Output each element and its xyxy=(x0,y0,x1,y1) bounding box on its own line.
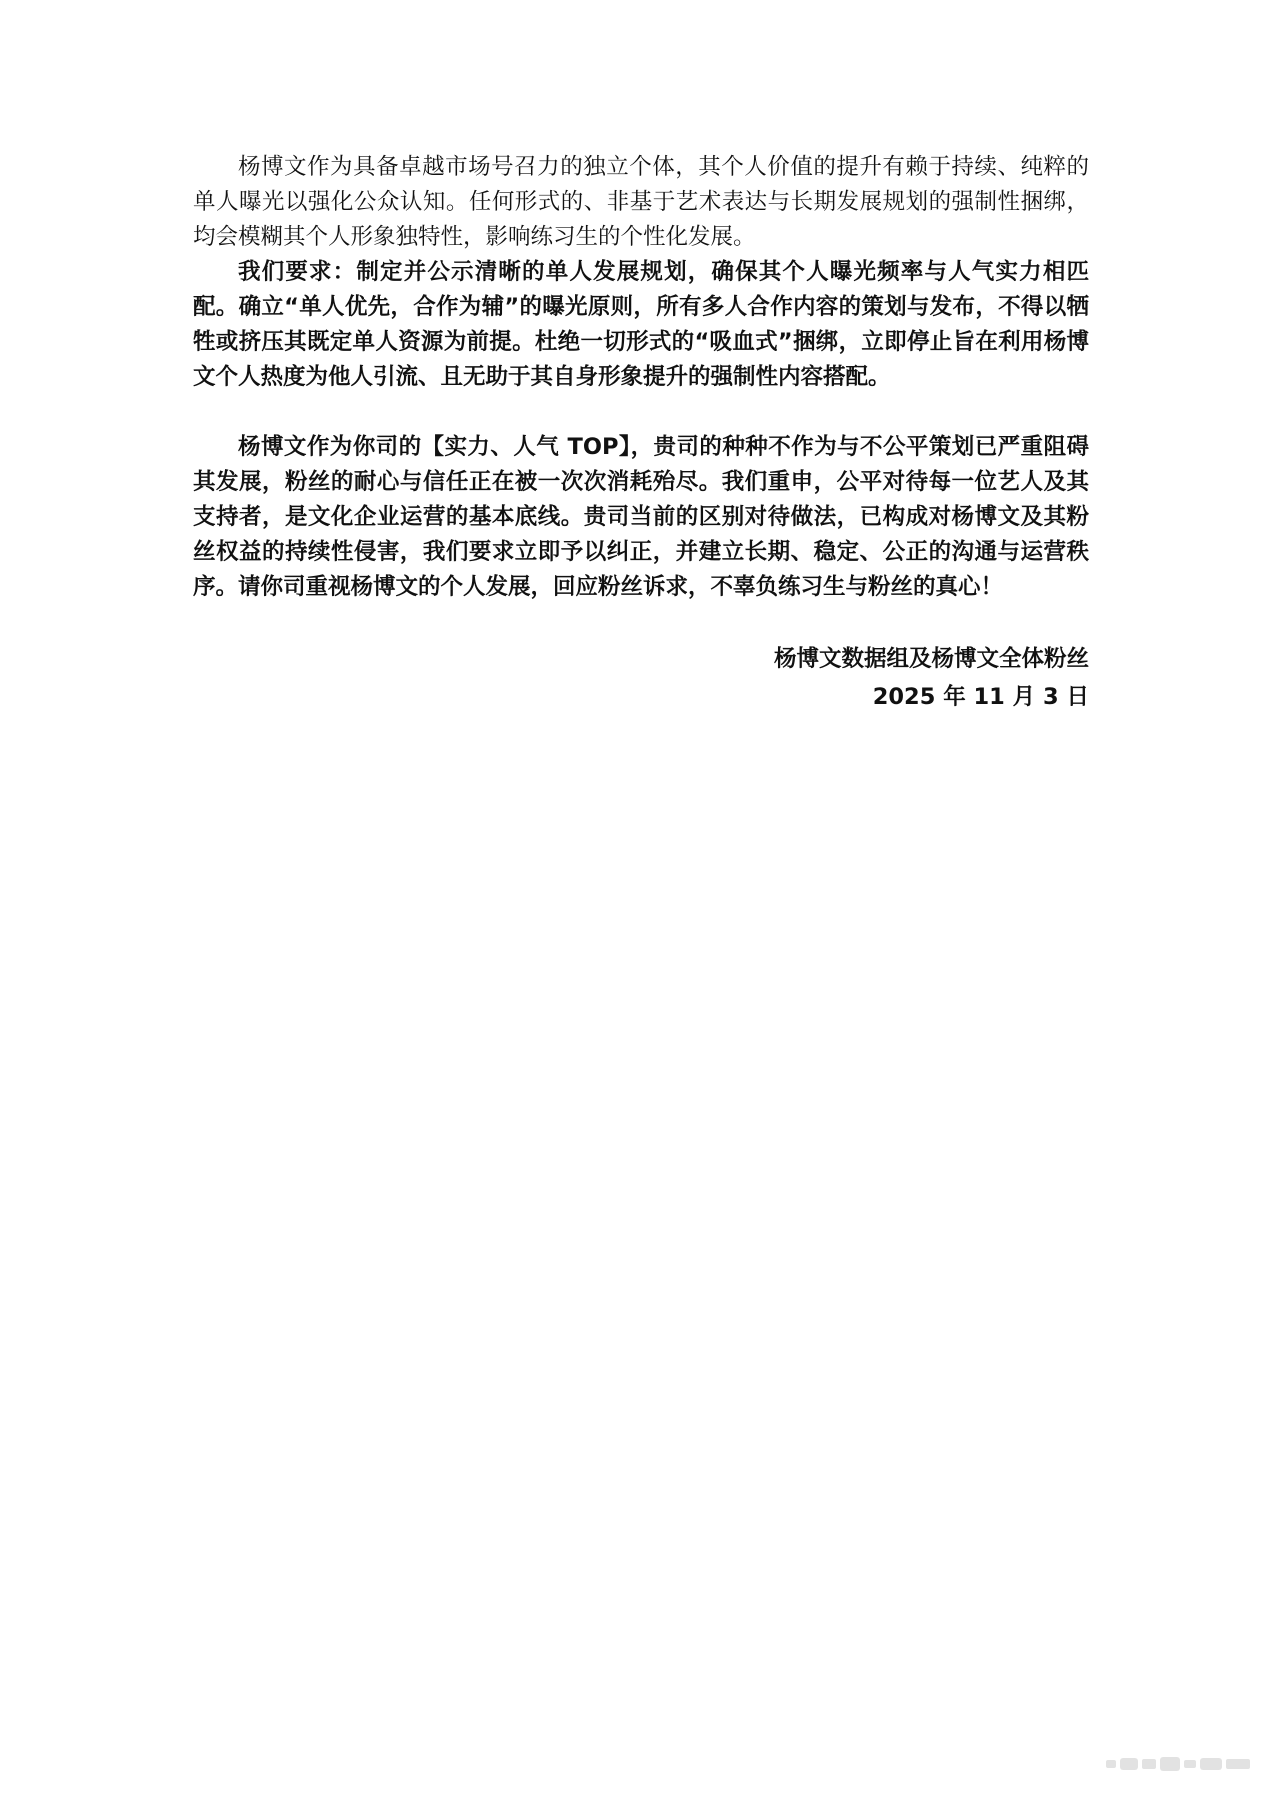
paragraph-2: 我们要求：制定并公示清晰的单人发展规划，确保其个人曝光频率与人气实力相匹配。确立“单人优先，合作为辅”的曝光原则，所有多人合作内容的策划与发布，不得以牺牲或挤压其既定单人资源为前提。杜绝一切形式的“吸血式”捆绑，立即停止旨在利用杨博文个人热度为他人引流、且无助于其自身形象提升的强制性内容搭配。 xyxy=(193,259,1089,390)
paragraph-spacer xyxy=(193,395,1089,430)
document-body xyxy=(193,150,1089,716)
paragraph-1: 杨博文作为具备卓越市场号召力的独立个体，其个人价值的提升有赖于持续、纯粹的单人曝光以强化公众认知。任何形式的、非基于艺术表达与长期发展规划的强制性捆绑，均会模糊其个人形象独特性，影响练习生的个性化发展。 xyxy=(193,154,1089,250)
signature-author: 杨博文数据组及杨博文全体粉丝 xyxy=(773,646,1089,672)
signature-date: 2025 年 11 月 3 日 xyxy=(872,684,1089,710)
signature-block xyxy=(193,640,1089,716)
faint-watermark-icon xyxy=(1104,1752,1254,1778)
paragraph-3: 杨博文作为你司的【实力、人气 TOP】，贵司的种种不作为与不公平策划已严重阻碍其发展，粉丝的耐心与信任正在被一次次消耗殆尽。我们重申，公平对待每一位艺人及其支持者，是文化企业运营的基本底线。贵司当前的区别对待做法，已构成对杨博文及其粉丝权益的持续性侵害，我们要求立即予以纠正，并建立长期、稳定、公正的沟通与运营秩序。请你司重视杨博文的个人发展，回应粉丝诉求，不辜负练习生与粉丝的真心！ xyxy=(193,434,1089,600)
